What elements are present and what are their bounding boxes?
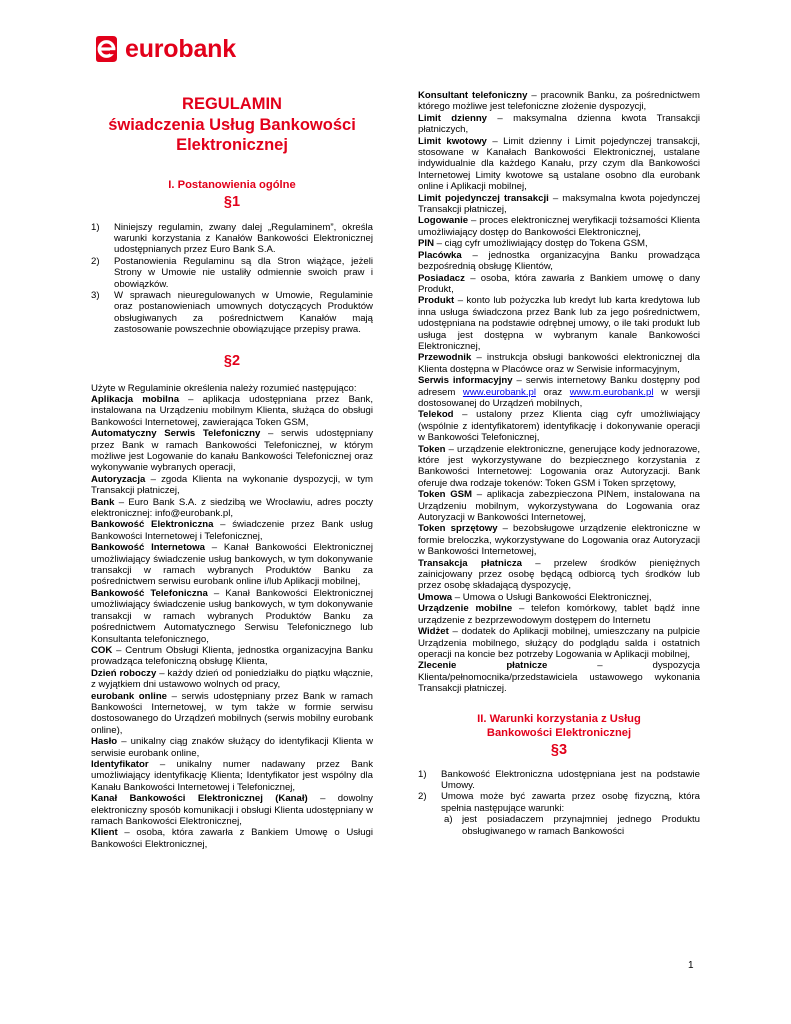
definition: Hasło – unikalny ciąg znaków służący do identyfikacji Klienta w serwisie eurobank online, [91, 736, 373, 759]
mobile-eurobank-link[interactable]: www.m.eurobank.pl [569, 386, 654, 398]
title-line-2: świadczenia Usług Bankowości [108, 115, 356, 134]
list-item: 1) Bankowość Elektroniczna udostępniana jest na podstawie Umowy. [418, 768, 700, 791]
list-item: 3) W sprawach nieuregulowanych w Umowie, Regulaminie oraz postanowieniach umownych dotyczących Produktów obsługiwanych za pośrednictwem Kanałów mają zastosowanie powszechnie obowiązujące przepisy prawa. [91, 289, 373, 336]
section-1-paragraph-mark: §1 [223, 193, 241, 210]
definition: Bankowość Telefoniczna – Kanał Bankowości Elektronicznej umożliwiający świadczenie usług bankowych, w tym dokonywanie transakcji w ramach wybranych Produktów Banku za pośrednictwem Automatycznego Serwisu Telefonicznego lub Konsultanta telefonicznego, [91, 587, 373, 645]
document-title [91, 94, 373, 156]
definition: Konsultant telefoniczny – pracownik Banku, za pośrednictwem którego możliwe jest telefoniczne złożenie dyspozycji, [418, 90, 701, 113]
eurobank-logo [93, 34, 236, 64]
section-3-list [418, 769, 700, 837]
definition-serwis-informacyjny: Serwis informacyjny – serwis internetowy Banku dostępny pod adresem www.eurobank.pl oraz www.m.eurobank.pl w wersji dostosowanej do Urządzeń mobilnych, [418, 375, 701, 409]
section-2-paragraph-mark: §2 [223, 352, 241, 369]
definition: Aplikacja mobilna – aplikacja udostępniana przez Bank, instalowana na Urządzeniu mobilnym Klienta, służąca do obsługi Bankowości Internetowej, zawierająca Token GSM, [91, 393, 373, 428]
definition: Klient – osoba, która zawarła z Bankiem Umowę o Usługi Bankowości Elektronicznej, [91, 827, 373, 850]
definition: Token – urządzenie elektroniczne, generujące kody jednorazowe, które jest wykorzystywane do bezpiecznego korzystania z Bankowości Internetowej: Logowania oraz Autoryzacji. Bank oferuje dwa rodzaje tokenów: Token GSM i Token sprzętowy, [418, 443, 700, 489]
definition: Umowa – Umowa o Usługi Bankowości Elektronicznej, [418, 591, 652, 603]
section-3-paragraph-mark: §3 [550, 741, 568, 758]
definitions-left [91, 394, 373, 850]
definition: Bankowość Internetowa – Kanał Bankowości Elektronicznej umożliwiający świadczenie usług bankowych, w tym dokonywanie transakcji w ramach wybranych Produktów Banku za pośrednictwem serwisu eurobank online i/lub Aplikacji mobilnej, [91, 542, 373, 588]
sub-list [441, 814, 700, 837]
list-item: 2) Umowa może być zawarta przez osobę fizyczną, która spełnia następujące warunki: a) jest posiadaczem przynajmniej jednego Produktu obsługiwanego w ramach Bankowości [418, 791, 700, 837]
definition: Autoryzacja – zgoda Klienta na wykonanie dyspozycji, w tym Transakcji płatniczej, [91, 473, 373, 497]
definition: Widżet – dodatek do Aplikacji mobilnej, umieszczany na pulpicie Urządzenia mobilnego, służący do podglądu salda i ostatnich operacji na koncie bez potrzeby Logowania w Aplikacji mobilnej, [418, 626, 700, 660]
definition: Telekod – ustalony przez Klienta ciąg cyfr umożliwiający (wspólnie z identyfikatorem) identyfikację i dokonywanie operacji w Bankowości Telefonicznej, [418, 409, 700, 444]
definition: COK – Centrum Obsługi Klienta, jednostka organizacyjna Banku prowadząca telefoniczną obsługę Klienta, [91, 644, 373, 668]
section-1-list [91, 222, 373, 336]
definition: Urządzenie mobilne – telefon komórkowy, tablet bądź inne urządzenie z bezprzewodowym dostępem do Internetu [418, 603, 700, 626]
title-line-3: Elektronicznej [176, 136, 288, 154]
page-number: 1 [688, 960, 694, 971]
definition: Bankowość Elektroniczna – świadczenie przez Bank usług Bankowości Internetowej i Telefonicznej, [91, 519, 373, 542]
definition: Dzień roboczy – każdy dzień od poniedziałku do piątku włącznie, z wyjątkiem dni ustawowo wolnych od pracy, [91, 667, 373, 691]
definition: Limit pojedynczej transakcji – maksymalna kwota pojedynczej Transakcji płatniczej, [418, 192, 700, 216]
list-item: 1) Niniejszy regulamin, zwany dalej „Regulaminem”, określa warunki korzystania z Kanałów Bankowości Elektronicznej udostępnianych przez Euro Bank S.A. [91, 221, 373, 256]
left-column [91, 92, 373, 850]
definition: eurobank online – serwis udostępniany przez Bank w ramach Bankowości Internetowej, w tym także w formie serwisu dostosowanego do Urządzeń mobilnych (serwis mobilny eurobank online), [91, 690, 373, 736]
title-line-1: REGULAMIN [182, 95, 282, 113]
definition: Identyfikator – unikalny numer nadawany przez Bank umożliwiający identyfikację Klienta; Identyfikator jest wspólny dla Kanału Bankowości Internetowej i Telefonicznej, [91, 758, 373, 793]
section-2-intro: Użyte w Regulaminie określenia należy rozumieć następująco: [91, 382, 357, 394]
definition: Transakcja płatnicza – przelew środków pieniężnych zainicjowany przez osobę będącą odbiorcą tych środków lub przez osobę składającą dyspozycję, [418, 557, 700, 592]
definition: Limit kwotowy – Limit dzienny i Limit pojedynczej transakcji, stosowane w Kanałach Bankowości Elektronicznej, ustalane indywidualnie dla każdego Kanału, przy czym dla Bankowości Internetowej Limity kwotowe są ustalane osobno dla eurobank online i Aplikacji mobilnej, [418, 135, 700, 193]
definitions-right [418, 90, 700, 695]
eurobank-link[interactable]: www.eurobank.pl [462, 386, 536, 398]
eurobank-logo-icon [93, 35, 119, 63]
definition: Limit dzienny – maksymalna dzienna kwota Transakcji płatniczych, [418, 112, 701, 136]
sub-list-item: a) jest posiadaczem przynajmniej jednego Produktu obsługiwanego w ramach Bankowości [444, 814, 700, 837]
logo-text: eurobank [125, 35, 236, 63]
definition: Przewodnik – instrukcja obsługi bankowości elektronicznej dla Klienta dostępna w Placówce oraz w Serwisie informacyjnym, [418, 352, 700, 375]
definition: Kanał Bankowości Elektronicznej (Kanał) – dowolny elektroniczny sposób komunikacji i obsługi Klienta udostępniany w ramach Bankowości Elektronicznej, [91, 793, 373, 827]
definition: Zlecenie płatnicze – dyspozycja Klienta/pełnomocnika/przedstawiciela ustawowego wykonania Transakcji płatniczej. [418, 660, 701, 695]
definition: Token GSM – aplikacja zabezpieczona PINem, instalowana na Urządzeniu mobilnym, wykorzystywana do Logowania oraz Autoryzacji w Bankowości Internetowej, [418, 489, 700, 524]
definition: Produkt – konto lub pożyczka lub kredyt lub karta kredytowa lub inna usługa świadczona przez Bank lub za jego pośrednictwem, udostępniana na podstawie odrębnej umowy, o ile taki produkt lub usługa jest dostępna w wybranym kanale Bankowości Elektronicznej, [418, 295, 700, 352]
section-1-heading: I. Postanowienia ogólne [168, 178, 296, 191]
definition: Placówka – jednostka organizacyjna Banku prowadząca bezpośrednią obsługę Klientów, [418, 249, 700, 273]
definition: Bank – Euro Bank S.A. z siedzibą we Wrocławiu, adres poczty elektronicznej: info@eurobank.pl, [91, 496, 373, 520]
right-column [418, 90, 700, 837]
definition: Token sprzętowy – bezobsługowe urządzenie elektroniczne w formie breloczka, wykorzystywane do Logowania oraz Autoryzacji w Bankowości Internetowej, [418, 523, 701, 558]
definition: PIN – ciąg cyfr umożliwiający dostęp do Tokena GSM, [418, 238, 648, 250]
definition: Posiadacz – osoba, która zawarła z Bankiem umowę o dany Produkt, [418, 272, 700, 295]
definition: Logowanie – proces elektronicznej weryfikacji tożsamości Klienta umożliwiający dostęp do Bankowości Elektronicznej, [418, 215, 700, 238]
section-2-heading-line-2: Bankowości Elektronicznej [486, 726, 632, 739]
list-item: 2) Postanowienia Regulaminu są dla Stron wiążące, jeżeli Strony w Umowie nie ustaliły odmiennie swoich praw i obowiązków. [91, 255, 373, 290]
section-2-heading-line-1: II. Warunki korzystania z Usług [477, 712, 641, 725]
definition: Automatyczny Serwis Telefoniczny – serwis udostępniany przez Bank w ramach Bankowości Telefonicznej, w którym możliwe jest Logowanie do kanału Bankowości Telefonicznej oraz wykonywanie wybranych operacji, [91, 428, 373, 474]
